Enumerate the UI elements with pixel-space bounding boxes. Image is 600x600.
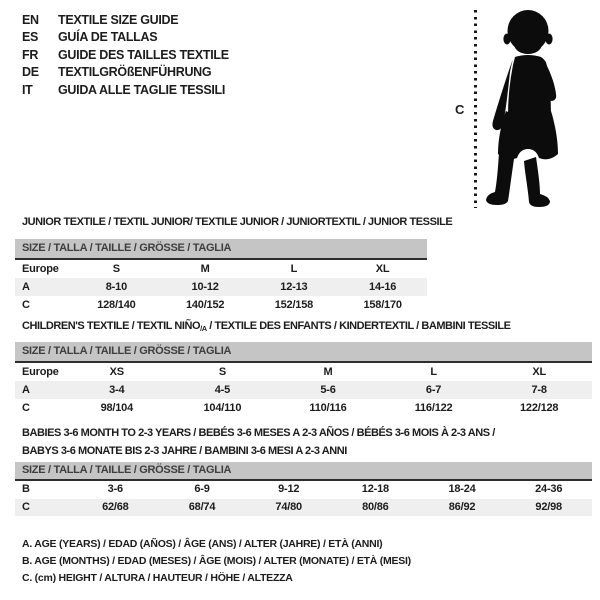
height-cell: 62/68: [102, 500, 129, 513]
children-title-post: / TEXTILE DES ENFANTS / KINDERTEXTIL / BAMBINI TESSILE: [206, 320, 511, 332]
language-label: TEXTILE SIZE GUIDE: [58, 13, 179, 27]
height-cell: 92/98: [535, 500, 562, 513]
table-row-age: [15, 381, 592, 399]
legend-line-b: B. AGE (MONTHS) / EDAD (MESES) / ÂGE (MOIS) / ALTER (MONATE) / ETÀ (MESI): [22, 554, 411, 567]
age-cell: 8-10: [105, 281, 127, 293]
months-cell: 12-18: [361, 483, 389, 495]
age-cell: 7-8: [531, 384, 547, 396]
size-header-bar: SIZE / TALLA / TAILLE / GRÖSSE / TAGLIA: [15, 239, 427, 260]
children-title-subscript: /A: [200, 324, 207, 333]
children-size-table: [15, 342, 592, 417]
size-header-bar: SIZE / TALLA / TAILLE / GRÖSSE / TAGLIA: [15, 342, 592, 363]
table-row-europe: [15, 260, 427, 278]
language-row-es: [22, 29, 229, 46]
measurement-legend: [22, 536, 411, 586]
language-code: DE: [22, 65, 39, 80]
children-section-title: [22, 320, 511, 333]
table-row-height: [15, 499, 592, 517]
size-cell: M: [200, 263, 210, 275]
table-row-height: [15, 399, 592, 417]
height-measure-label: C: [455, 102, 465, 117]
age-cell: 6-7: [425, 384, 442, 396]
age-cell: 12-13: [280, 281, 308, 293]
legend-line-c: C. (cm) HEIGHT / ALTURA / HAUTEUR / HÖHE / ALTEZZA: [22, 571, 293, 584]
height-cell: 98/104: [100, 402, 134, 414]
months-cell: 24-36: [535, 483, 563, 495]
months-cell: 9-12: [278, 483, 300, 495]
age-cell: 3-4: [109, 384, 125, 396]
language-row-fr: [22, 47, 229, 64]
language-code: EN: [22, 13, 39, 27]
table-row-age: [15, 278, 427, 296]
legend-line-a: A. AGE (YEARS) / EDAD (AÑOS) / ÂGE (ANS) / ALTER (JAHRE) / ETÀ (ANNI): [22, 538, 383, 550]
height-cell: 110/116: [309, 402, 347, 414]
language-row-de: [22, 64, 229, 81]
height-cell: 128/140: [97, 299, 136, 311]
height-cell: 80/86: [362, 500, 389, 513]
language-row-it: [22, 82, 229, 99]
size-cell: XS: [109, 366, 124, 378]
size-cell: M: [323, 366, 333, 378]
size-cell: L: [430, 366, 437, 378]
babies-title-line1: BABIES 3-6 MONTH TO 2-3 YEARS / BEBÉS 3-6 MESES A 2-3 AÑOS / BÉBÉS 3-6 MOIS À 2-3 ANS /: [22, 427, 495, 439]
height-cell: 86/92: [448, 500, 476, 513]
height-cell: 152/158: [274, 299, 314, 311]
size-header-bar: SIZE / TALLA / TAILLE / GRÖSSE / TAGLIA: [15, 462, 592, 481]
table-row-months: [15, 481, 592, 499]
table-row-height: [15, 296, 427, 314]
language-row-en: [22, 12, 229, 29]
row-label: C: [22, 299, 30, 311]
row-label: C: [22, 500, 30, 513]
size-cell: XL: [375, 263, 390, 275]
row-label: B: [22, 483, 30, 495]
months-cell: 18-24: [448, 483, 476, 495]
months-cell: 3-6: [107, 483, 123, 495]
months-cell: 6-9: [194, 483, 210, 495]
height-cell: 74/80: [275, 500, 302, 513]
height-cell: 68/74: [188, 500, 216, 513]
children-title-pre: CHILDREN'S TEXTILE / TEXTIL NIÑO: [22, 320, 201, 332]
language-label: GUIDE DES TAILLES TEXTILE: [58, 47, 229, 62]
language-label: GUIDA ALLE TAGLIE TESSILI: [58, 82, 226, 97]
row-label: Europe: [22, 263, 59, 275]
age-cell: 4-5: [214, 384, 231, 396]
language-label: TEXTILGRÖßENFÜHRUNG: [58, 65, 212, 80]
language-code: IT: [22, 82, 33, 97]
height-cell: 104/110: [203, 402, 242, 414]
size-cell: XL: [532, 366, 546, 378]
language-code: FR: [22, 47, 39, 62]
row-label: A: [22, 384, 30, 396]
height-cell: 158/170: [363, 299, 402, 311]
size-cell: L: [290, 263, 298, 275]
height-cell: 140/152: [185, 299, 225, 311]
language-title-list: [22, 12, 229, 99]
height-cell: 116/122: [414, 402, 453, 414]
size-cell: S: [218, 366, 226, 378]
junior-size-table: [15, 239, 427, 314]
age-cell: 10-12: [191, 281, 219, 293]
row-label: C: [22, 402, 30, 414]
height-cell: 122/128: [519, 402, 559, 414]
babies-section-title: [22, 425, 495, 460]
babies-size-table: [15, 462, 592, 516]
language-code: ES: [22, 30, 39, 45]
size-cell: S: [112, 263, 120, 275]
age-cell: 5-6: [320, 384, 336, 396]
baby-silhouette: [484, 8, 574, 210]
row-label: A: [22, 281, 30, 293]
junior-section-title: JUNIOR TEXTILE / TEXTIL JUNIOR/ TEXTILE JUNIOR / JUNIORTEXTIL / JUNIOR TESSILE: [22, 216, 453, 228]
height-measure-dotted-line: [474, 10, 477, 208]
babies-title-line2: BABYS 3-6 MONATE BIS 2-3 JAHRE / BAMBINI 3-6 MESI A 2-3 ANNI: [22, 444, 347, 457]
table-row-europe: [15, 363, 592, 381]
age-cell: 14-16: [369, 281, 397, 293]
language-label: GUÍA DE TALLAS: [58, 30, 158, 45]
row-label: Europe: [22, 366, 59, 378]
